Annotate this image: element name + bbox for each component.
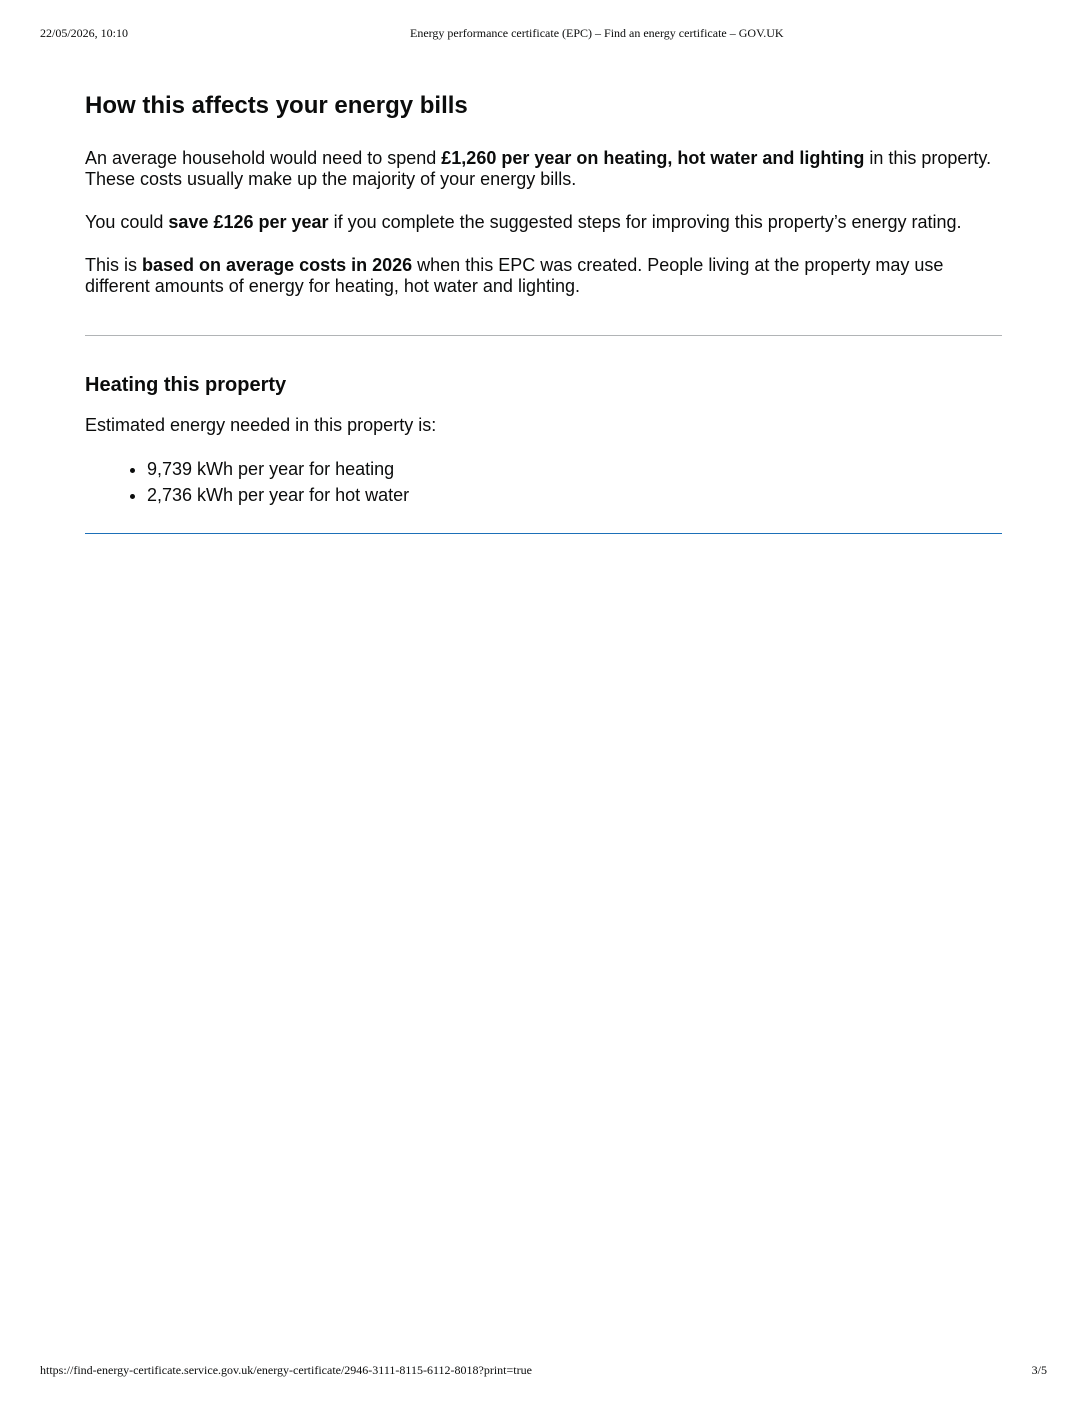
print-url: https://find-energy-certificate.service.gov.uk/energy-certificate/2946-3111-8115-6112-8018?print=true	[40, 1363, 532, 1377]
savings-text-1: You could	[85, 212, 169, 232]
savings-amount: save £126 per year	[168, 212, 329, 232]
print-datetime: 22/05/2026, 10:10	[40, 26, 129, 40]
main-content	[85, 90, 1002, 534]
average-spend-paragraph	[85, 148, 1002, 190]
section-end-divider	[85, 533, 1002, 534]
average-spend-text-1: An average household would need to spend	[85, 148, 442, 168]
section-divider	[85, 335, 1002, 336]
savings-text-2: if you complete the suggested steps for improving this property’s energy rating.	[328, 212, 962, 232]
energy-needed-list	[85, 456, 1002, 508]
average-spend-amount: £1,260 per year on heating, hot water and lighting	[441, 148, 865, 168]
print-page-title: Energy performance certificate (EPC) – Find an energy certificate – GOV.UK	[410, 26, 784, 40]
savings-paragraph	[85, 212, 1002, 233]
list-item-hot-water: • 2,736 kWh per year for hot water	[147, 482, 1002, 508]
cost-basis-highlight: based on average costs in 2026	[142, 255, 413, 275]
cost-basis-text-1: This is	[85, 255, 143, 275]
heating-heading: Heating this property	[85, 374, 287, 396]
heating-intro: Estimated energy needed in this property is:	[85, 415, 437, 435]
print-page-number: 3/5	[1031, 1363, 1047, 1377]
print-header	[40, 26, 1047, 42]
cost-basis-paragraph	[85, 255, 1002, 297]
energy-bills-heading: How this affects your energy bills	[85, 92, 468, 119]
average-spend-text-2: in this property. These costs usually make up the majority of your energy bills.	[85, 148, 992, 189]
list-item-heating: • 9,739 kWh per year for heating	[147, 456, 1002, 482]
print-footer	[40, 1363, 1047, 1379]
cost-basis-text-2: when this EPC was created. People living at the property may use different amounts of energy for heating, hot water and lighting.	[85, 255, 944, 296]
